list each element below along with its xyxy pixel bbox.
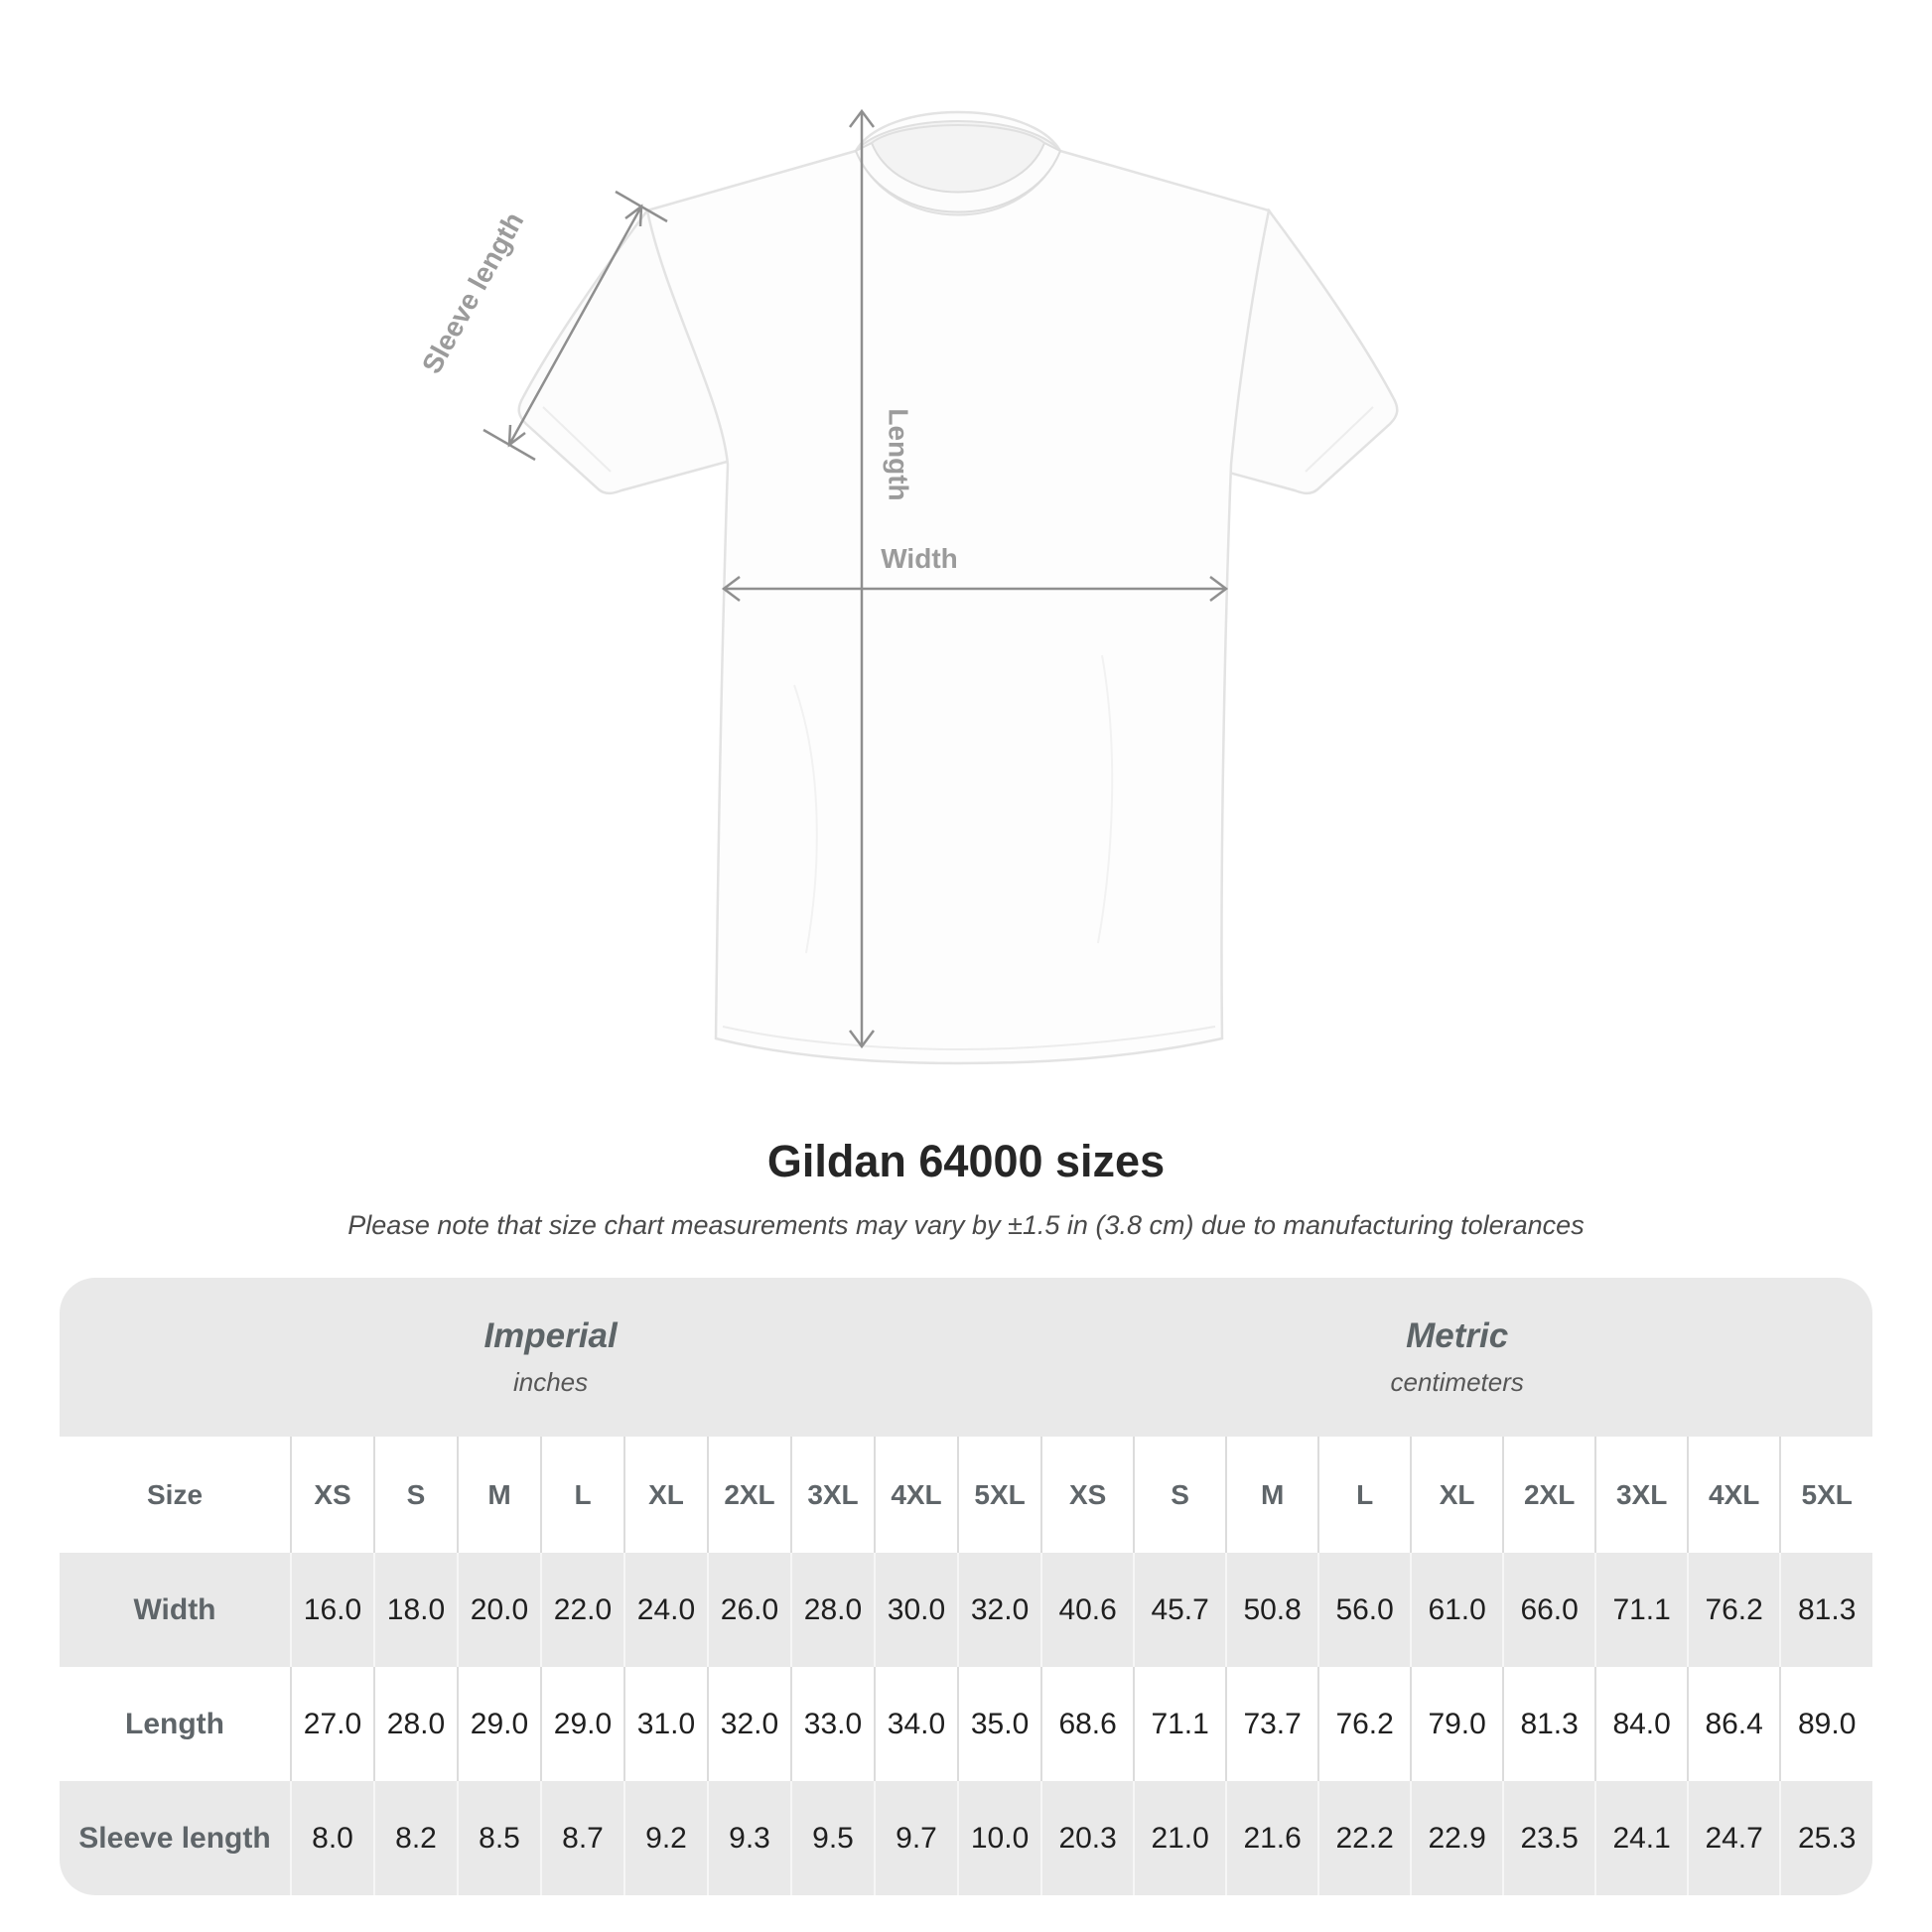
row-label-width: Width: [60, 1553, 291, 1667]
measurement-cell: 56.0: [1318, 1553, 1411, 1667]
measurement-cell: 22.9: [1411, 1781, 1503, 1895]
unit-section-row: [60, 1278, 1872, 1437]
measurement-cell: 28.0: [374, 1667, 458, 1781]
table-row-sleeve-length: [60, 1781, 1872, 1895]
measurement-cell: 81.3: [1503, 1667, 1595, 1781]
measurement-cell: 32.0: [958, 1553, 1041, 1667]
measurement-cell: 20.0: [458, 1553, 541, 1667]
size-header-met-5xl: 5XL: [1780, 1437, 1872, 1553]
measurement-cell: 26.0: [708, 1553, 791, 1667]
sleeve-length-label: Sleeve length: [415, 207, 530, 379]
measurement-cell: 8.5: [458, 1781, 541, 1895]
measurement-cell: 86.4: [1688, 1667, 1780, 1781]
measurement-cell: 9.7: [875, 1781, 958, 1895]
measurement-cell: 45.7: [1134, 1553, 1226, 1667]
measurement-cell: 31.0: [624, 1667, 708, 1781]
measurement-cell: 84.0: [1595, 1667, 1688, 1781]
measurement-cell: 24.7: [1688, 1781, 1780, 1895]
size-header-met-3xl: 3XL: [1595, 1437, 1688, 1553]
measurement-cell: 61.0: [1411, 1553, 1503, 1667]
size-header-imp-xl: XL: [624, 1437, 708, 1553]
size-header-imp-5xl: 5XL: [958, 1437, 1041, 1553]
measurement-cell: 24.0: [624, 1553, 708, 1667]
measurement-cell: 79.0: [1411, 1667, 1503, 1781]
measurement-cell: 9.2: [624, 1781, 708, 1895]
measurement-cell: 18.0: [374, 1553, 458, 1667]
measurement-cell: 68.6: [1041, 1667, 1134, 1781]
size-header-imp-4xl: 4XL: [875, 1437, 958, 1553]
measurement-cell: 20.3: [1041, 1781, 1134, 1895]
table-row-length: [60, 1667, 1872, 1781]
page-title: Gildan 64000 sizes: [766, 1136, 1166, 1186]
measurement-cell: 8.0: [291, 1781, 374, 1895]
measurement-cell: 34.0: [875, 1667, 958, 1781]
measurement-cell: 27.0: [291, 1667, 374, 1781]
length-label: Length: [883, 408, 914, 501]
size-table-card: [60, 1278, 1872, 1895]
row-label-sleeve-length: Sleeve length: [60, 1781, 291, 1895]
measurement-cell: 29.0: [541, 1667, 624, 1781]
measurement-cell: 16.0: [291, 1553, 374, 1667]
size-header-met-4xl: 4XL: [1688, 1437, 1780, 1553]
measurement-cell: 9.5: [791, 1781, 875, 1895]
measurement-cell: 24.1: [1595, 1781, 1688, 1895]
measurement-cell: 28.0: [791, 1553, 875, 1667]
size-table: [60, 1278, 1872, 1895]
size-header-met-l: L: [1318, 1437, 1411, 1553]
size-header-imp-l: L: [541, 1437, 624, 1553]
measurement-cell: 22.2: [1318, 1781, 1411, 1895]
imperial-unit-label: inches: [512, 1366, 589, 1397]
size-header-row: [60, 1437, 1872, 1553]
size-header-imp-xs: XS: [291, 1437, 374, 1553]
metric-section-header: [1041, 1278, 1872, 1437]
measurement-cell: 76.2: [1318, 1667, 1411, 1781]
measurement-cell: 66.0: [1503, 1553, 1595, 1667]
size-column-header: Size: [60, 1437, 291, 1553]
width-label: Width: [881, 543, 958, 574]
measurement-cell: 21.6: [1226, 1781, 1318, 1895]
metric-unit-label: centimeters: [1390, 1366, 1524, 1397]
row-label-length: Length: [60, 1667, 291, 1781]
measurement-cell: 73.7: [1226, 1667, 1318, 1781]
measurement-cell: 25.3: [1780, 1781, 1872, 1895]
size-header-met-s: S: [1134, 1437, 1226, 1553]
measurement-cell: 32.0: [708, 1667, 791, 1781]
tolerance-note: Please note that size chart measurements may vary by ±1.5 in (3.8 cm) due to manufacturing tolerances: [347, 1210, 1585, 1240]
metric-section-label: Metric: [1406, 1316, 1509, 1356]
measurement-cell: 22.0: [541, 1553, 624, 1667]
measurement-cell: 35.0: [958, 1667, 1041, 1781]
measurement-cell: 76.2: [1688, 1553, 1780, 1667]
measurement-cell: 8.7: [541, 1781, 624, 1895]
measurement-cell: 71.1: [1134, 1667, 1226, 1781]
measurement-cell: 21.0: [1134, 1781, 1226, 1895]
size-header-imp-3xl: 3XL: [791, 1437, 875, 1553]
measurement-cell: 71.1: [1595, 1553, 1688, 1667]
measurement-cell: 9.3: [708, 1781, 791, 1895]
measurement-cell: 8.2: [374, 1781, 458, 1895]
measurement-cell: 33.0: [791, 1667, 875, 1781]
measurement-cell: 23.5: [1503, 1781, 1595, 1895]
measurement-cell: 50.8: [1226, 1553, 1318, 1667]
size-header-imp-m: M: [458, 1437, 541, 1553]
measurement-cell: 10.0: [958, 1781, 1041, 1895]
measurement-cell: 29.0: [458, 1667, 541, 1781]
size-header-met-2xl: 2XL: [1503, 1437, 1595, 1553]
imperial-section-header: [60, 1278, 1041, 1437]
measurement-cell: 30.0: [875, 1553, 958, 1667]
size-header-met-m: M: [1226, 1437, 1318, 1553]
size-header-met-xl: XL: [1411, 1437, 1503, 1553]
measurement-cell: 89.0: [1780, 1667, 1872, 1781]
imperial-section-label: Imperial: [483, 1316, 618, 1356]
size-header-imp-s: S: [374, 1437, 458, 1553]
table-row-width: [60, 1553, 1872, 1667]
measurement-cell: 40.6: [1041, 1553, 1134, 1667]
measurement-cell: 81.3: [1780, 1553, 1872, 1667]
size-header-imp-2xl: 2XL: [708, 1437, 791, 1553]
size-header-met-xs: XS: [1041, 1437, 1134, 1553]
